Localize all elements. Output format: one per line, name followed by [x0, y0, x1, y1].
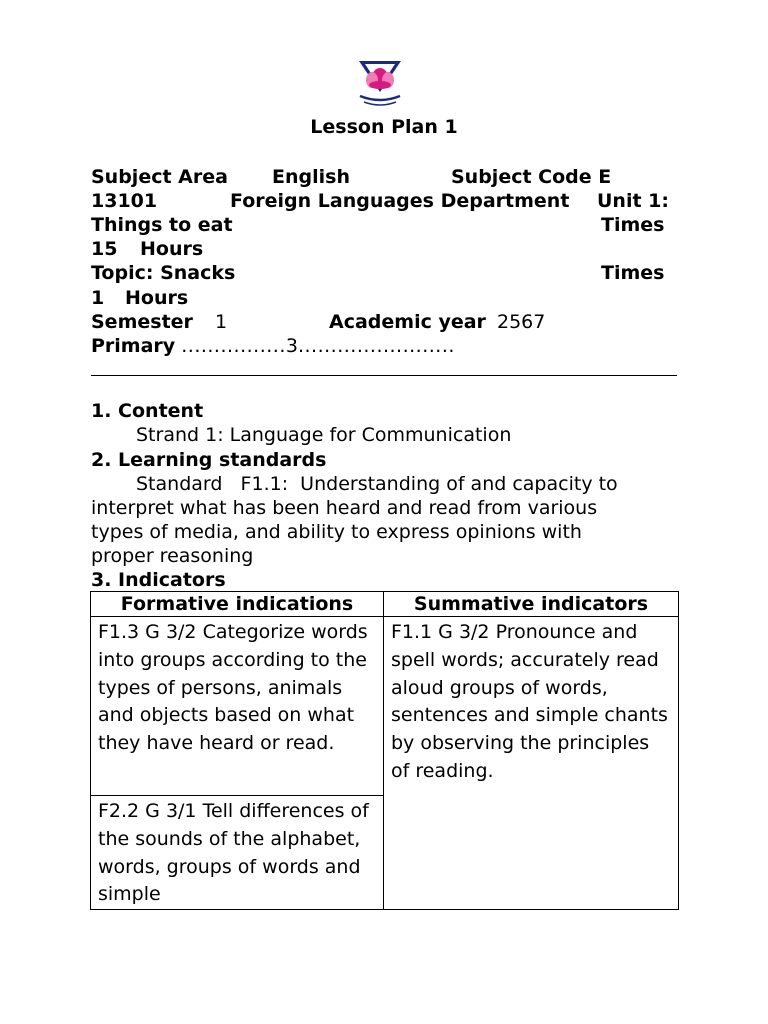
- department-name: Foreign Languages Department: [230, 190, 570, 212]
- subject-code-number: 13101: [91, 190, 158, 212]
- subject-code-label: Subject Code E: [451, 166, 612, 188]
- standard-line-1: Standard F1.1: Understanding of and capacity to: [136, 473, 618, 495]
- subject-area-label: Subject Area: [91, 166, 228, 188]
- standard-line-4: proper reasoning: [91, 545, 254, 567]
- formative-indicator-2: F2.2 G 3/1 Tell differences of the sounds of the alphabet, words, groups of words and simple: [91, 796, 384, 910]
- academic-year-label: Academic year: [329, 311, 486, 333]
- summative-column-header: Summative indicators: [384, 592, 679, 617]
- unit-name: Things to eat: [91, 214, 233, 236]
- table-header-row: [91, 592, 679, 617]
- primary-line: [91, 334, 455, 358]
- learning-standards-heading: 2. Learning standards: [91, 449, 327, 471]
- academic-year-value: 2567: [497, 311, 546, 333]
- header-divider: [91, 375, 677, 376]
- semester-value: 1: [215, 311, 228, 333]
- formative-indicator-1: F1.3 G 3/2 Categorize words into groups according to the types of persons, animals and objects based on what they have heard or read.: [91, 617, 384, 796]
- primary-label: Primary: [91, 335, 176, 357]
- content-heading: 1. Content: [91, 400, 204, 422]
- school-crest-icon: [356, 58, 404, 110]
- topic-hours-number: 1: [91, 287, 105, 309]
- unit-hours-number: 15: [91, 238, 118, 260]
- primary-dots-after: ........................: [297, 335, 455, 357]
- topic-hours-label: Hours: [125, 287, 189, 309]
- semester-label: Semester: [91, 311, 193, 333]
- unit-label: Unit 1:: [597, 190, 669, 212]
- indicators-table: [90, 591, 679, 910]
- strand-text: Strand 1: Language for Communication: [136, 424, 512, 446]
- indicators-heading: 3. Indicators: [91, 569, 226, 591]
- primary-dots-before: ................: [181, 335, 286, 357]
- page-title: Lesson Plan 1: [310, 116, 458, 138]
- primary-value: 3: [285, 335, 298, 357]
- formative-column-header: Formative indications: [91, 592, 384, 617]
- topic-line: Topic: Snacks: [91, 262, 236, 284]
- unit-hours-label: Hours: [140, 238, 204, 260]
- table-row: [91, 617, 679, 796]
- subject-area-value: English: [272, 166, 350, 188]
- summative-indicator-1: F1.1 G 3/2 Pronounce and spell words; accurately read aloud groups of words, sentences and simple chants by observing the principles of reading.: [384, 617, 679, 910]
- standard-line-2: interpret what has been heard and read from various: [91, 497, 598, 519]
- times-label-unit: Times: [601, 214, 665, 236]
- times-label-topic: Times: [601, 262, 665, 284]
- standard-line-3: types of media, and ability to express opinions with: [91, 521, 582, 543]
